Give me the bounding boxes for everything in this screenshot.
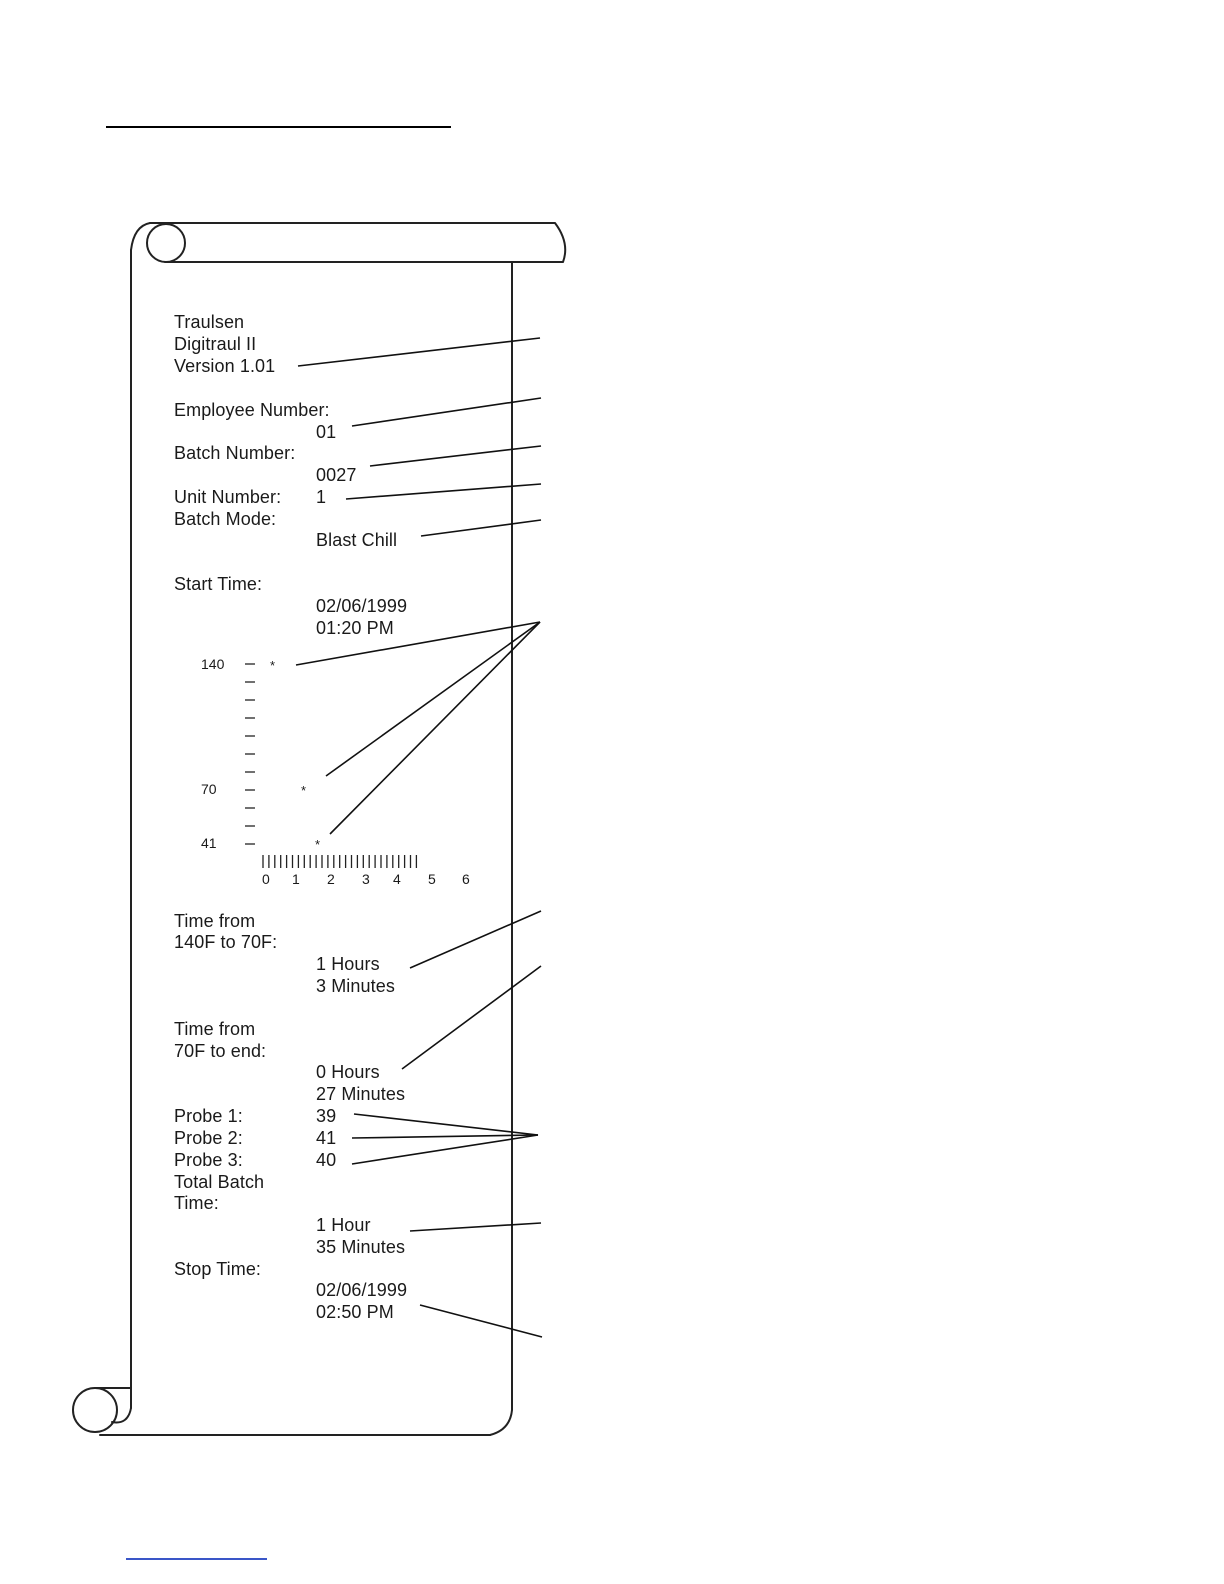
scroll-top-curl [147, 224, 185, 262]
callout-probe3 [352, 1135, 538, 1164]
callout-probe2 [352, 1135, 538, 1138]
batch-mode-label: Batch Mode: [174, 509, 277, 529]
scroll-bottom-curl [73, 1388, 117, 1432]
scroll-right-edge [490, 262, 512, 1435]
chart-axis [245, 664, 416, 868]
callout-chart-70 [326, 622, 540, 776]
callout-phase2 [402, 966, 541, 1069]
x-tick-label: 4 [393, 871, 401, 887]
total-batch-label-line1: Total Batch [174, 1172, 265, 1192]
callout-probe1 [354, 1114, 538, 1135]
stop-time-label: Stop Time: [174, 1259, 262, 1279]
start-time-label: Start Time: [174, 574, 263, 594]
probe1-label: Probe 1: [174, 1106, 243, 1126]
x-tick-label: 2 [327, 871, 335, 887]
model-name: Digitraul II [174, 334, 257, 354]
start-date-value: 02/06/1999 [316, 596, 408, 616]
callout-total [410, 1223, 541, 1231]
stop-date-value: 02/06/1999 [316, 1280, 408, 1300]
phase2-label-line1: Time from [174, 1019, 256, 1039]
scroll-top-roll [150, 223, 565, 262]
batch-number-label: Batch Number: [174, 443, 296, 463]
batch-mode-value: Blast Chill [316, 530, 398, 550]
employee-number-label: Employee Number: [174, 400, 330, 420]
data-point: * [301, 783, 307, 798]
probe1-value: 39 [316, 1106, 337, 1126]
unit-number-value: 1 [316, 487, 327, 507]
brand-name: Traulsen [174, 312, 245, 332]
y-tick-label: 41 [201, 835, 217, 851]
total-batch-label-line2: Time: [174, 1193, 219, 1213]
stop-time-value: 02:50 PM [316, 1302, 394, 1322]
callout-version [298, 338, 540, 366]
probe2-value: 41 [316, 1128, 337, 1148]
callout-lines [296, 338, 542, 1337]
phase1-minutes: 3 Minutes [316, 976, 395, 996]
data-point: * [270, 658, 276, 673]
unit-number-label: Unit Number: [174, 487, 282, 507]
x-tick-label: 3 [362, 871, 370, 887]
x-tick-label: 5 [428, 871, 436, 887]
x-tick-label: 1 [292, 871, 300, 887]
callout-batch [370, 446, 541, 466]
total-hours: 1 Hour [316, 1215, 371, 1235]
x-tick-label: 6 [462, 871, 470, 887]
phase2-label-line2: 70F to end: [174, 1041, 267, 1061]
batch-number-value: 0027 [316, 465, 357, 485]
y-tick-label: 70 [201, 781, 217, 797]
phase2-minutes: 27 Minutes [316, 1084, 406, 1104]
version-label: Version 1.01 [174, 356, 276, 376]
phase1-label-line2: 140F to 70F: [174, 932, 278, 952]
y-tick-label: 140 [201, 656, 225, 672]
probe3-label: Probe 3: [174, 1150, 243, 1170]
bottom-link-rule [126, 1558, 267, 1560]
probe2-label: Probe 2: [174, 1128, 243, 1148]
total-minutes: 35 Minutes [316, 1237, 406, 1257]
x-tick-label: 0 [262, 871, 270, 887]
employee-number-value: 01 [316, 422, 337, 442]
data-point: * [315, 837, 321, 852]
phase1-hours: 1 Hours [316, 954, 380, 974]
phase1-label-line1: Time from [174, 911, 256, 931]
callout-stop [420, 1305, 542, 1337]
callout-phase1 [410, 911, 541, 968]
start-time-value: 01:20 PM [316, 618, 394, 638]
probe3-value: 40 [316, 1150, 337, 1170]
phase2-hours: 0 Hours [316, 1062, 380, 1082]
callout-mode [421, 520, 541, 536]
